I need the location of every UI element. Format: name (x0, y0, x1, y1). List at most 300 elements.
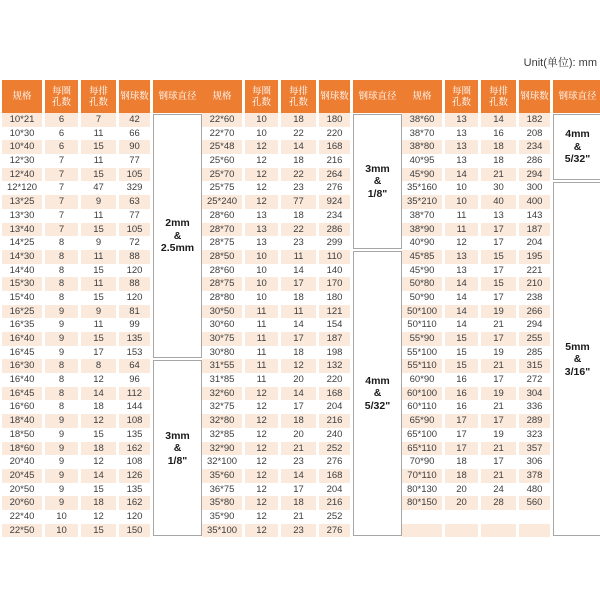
value-cell: 204 (526, 237, 543, 249)
value-cell: 17 (493, 456, 504, 468)
value-cell: 110 (319, 250, 350, 264)
value-cell: 13 (456, 264, 467, 276)
value-cell: 17 (493, 237, 504, 249)
diameter-cell-line: 3mm (165, 429, 190, 442)
value-cell: 7 (58, 209, 65, 221)
spec-cell: 45*90 (402, 168, 442, 182)
value-cell: 99 (129, 319, 140, 331)
spec-cell: 12*30 (9, 155, 35, 167)
value-cell: 14 (456, 319, 467, 331)
value-cell: 108 (126, 456, 143, 468)
value-cell: 11 (93, 155, 104, 167)
value-cell: 11 (93, 319, 104, 331)
spec-cell: 10*30 (9, 127, 35, 139)
value-cell: 11 (245, 359, 278, 373)
spec-cell: 40*95 (409, 155, 435, 167)
value-cell: 7 (45, 168, 78, 182)
diameter-cell-line: 2.5mm (160, 242, 195, 255)
spec-table (2, 80, 600, 537)
diameter-cell-line: 3mm (365, 162, 390, 175)
spec-cell: 28*80 (209, 291, 235, 303)
value-cell: 20 (293, 374, 304, 386)
value-cell: 289 (519, 414, 550, 428)
value-cell: 10 (245, 250, 278, 264)
spec-cell (402, 524, 442, 538)
diameter-cell (553, 182, 600, 536)
header-cell: 每圈 孔数 (245, 80, 278, 113)
value-cell: 15 (481, 250, 516, 264)
value-cell: 204 (326, 483, 343, 495)
diameter-cell (153, 114, 202, 358)
spec-cell: 16*40 (2, 332, 42, 346)
spec-cell: 35*60 (202, 469, 242, 483)
value-cell: 11 (256, 319, 267, 331)
value-cell: 72 (129, 237, 140, 249)
value-cell: 15 (93, 264, 104, 276)
value-cell: 90 (119, 140, 150, 154)
value-cell: 47 (93, 182, 104, 194)
value-cell: 286 (319, 223, 350, 237)
value-cell: 9 (45, 414, 78, 428)
value-cell: 21 (481, 469, 516, 483)
spec-cell: 28*60 (209, 264, 235, 276)
value-cell: 12 (93, 456, 104, 468)
value-cell: 210 (519, 277, 550, 291)
value-cell: 18 (281, 113, 316, 127)
value-cell: 10 (445, 195, 478, 209)
value-cell: 18 (456, 456, 467, 468)
value-cell: 11 (245, 305, 278, 319)
value-cell: 12 (256, 401, 267, 413)
spec-cell: 18*50 (9, 428, 35, 440)
value-cell: 17 (481, 332, 516, 346)
value-cell: 88 (119, 250, 150, 264)
value-cell: 42 (119, 113, 150, 127)
value-cell: 220 (326, 374, 343, 386)
value-cell: 21 (293, 510, 304, 522)
value-cell: 10 (256, 127, 267, 139)
value-cell: 180 (319, 113, 350, 127)
value-cell: 14 (445, 168, 478, 182)
value-cell: 14 (293, 264, 304, 276)
spec-cell: 30*80 (209, 346, 235, 358)
value-cell: 15 (481, 277, 516, 291)
spec-cell: 22*70 (209, 127, 235, 139)
spec-cell: 40*90 (409, 237, 435, 249)
value-cell: 112 (119, 387, 150, 401)
value-cell: 22 (281, 223, 316, 237)
spec-cell: 35*80 (202, 496, 242, 510)
value-cell: 13 (256, 209, 267, 221)
value-cell: 18 (281, 496, 316, 510)
diameter-cell-line: & (573, 140, 582, 153)
value-cell: 11 (245, 332, 278, 346)
spec-cell: 60*110 (407, 401, 437, 413)
diameter-cell-line: 3/16" (564, 365, 591, 378)
value-cell: 9 (81, 195, 116, 209)
value-cell: 266 (519, 305, 550, 319)
value-cell: 12 (245, 168, 278, 182)
diameter-cell (353, 251, 402, 536)
spec-cell: 28*75 (202, 277, 242, 291)
value-cell: 11 (93, 209, 104, 221)
spec-cell: 30*50 (202, 305, 242, 319)
value-cell: 216 (326, 155, 343, 167)
spec-cell: 60*100 (402, 387, 442, 401)
value-cell: 306 (526, 456, 543, 468)
value-cell: 135 (126, 483, 143, 495)
value-cell: 12 (93, 510, 104, 522)
value-cell: 294 (519, 168, 550, 182)
spec-cell: 14*40 (9, 264, 35, 276)
value-cell: 132 (319, 359, 350, 373)
spec-table-panel-1 (2, 80, 202, 537)
value-cell: 168 (319, 469, 350, 483)
header-cell: 钢球直径 (153, 80, 202, 113)
value-cell: 12 (245, 442, 278, 456)
value-cell: 357 (519, 442, 550, 456)
value-cell: 12 (256, 155, 267, 167)
value-cell: 11 (81, 250, 116, 264)
value-cell: 23 (293, 182, 304, 194)
value-cell: 276 (326, 456, 343, 468)
spec-cell: 30*75 (202, 332, 242, 346)
spec-cell: 32*60 (202, 387, 242, 401)
value-cell: 14 (445, 277, 478, 291)
diameter-cell (553, 114, 600, 180)
value-cell: 18 (81, 496, 116, 510)
spec-cell: 14*25 (9, 237, 35, 249)
diameter-cell-line: & (373, 387, 382, 400)
spec-cell: 38*70 (409, 127, 435, 139)
value-cell: 12 (245, 387, 278, 401)
spec-cell: 32*100 (206, 456, 238, 468)
spec-cell: 28*70 (202, 223, 242, 237)
value-cell: 12 (256, 182, 267, 194)
value-cell (519, 510, 550, 524)
value-cell: 480 (526, 483, 543, 495)
value-cell: 6 (45, 113, 78, 127)
value-cell: 14 (293, 319, 304, 331)
spec-cell: 16*45 (9, 346, 35, 358)
value-cell: 12 (456, 237, 467, 249)
header-cell: 钢球直径 (553, 80, 600, 113)
value-cell: 18 (493, 155, 504, 167)
value-cell: 10 (45, 524, 78, 538)
spec-cell: 16*30 (2, 359, 42, 373)
value-cell: 11 (93, 127, 104, 139)
value-cell: 9 (58, 428, 65, 440)
value-cell: 143 (526, 209, 543, 221)
spec-cell: 38*60 (402, 113, 442, 127)
value-cell: 12 (93, 374, 104, 386)
value-cell: 16 (456, 401, 467, 413)
value-cell: 13 (245, 223, 278, 237)
value-cell: 11 (256, 346, 267, 358)
spec-cell: 16*25 (2, 305, 42, 319)
value-cell: 12 (81, 414, 116, 428)
value-cell: 105 (119, 223, 150, 237)
diameter-cell-line: 5/32" (364, 399, 391, 412)
spec-cell: 25*48 (202, 140, 242, 154)
value-cell: 13 (456, 155, 467, 167)
value-cell: 6 (45, 140, 78, 154)
spec-cell: 32*85 (209, 428, 235, 440)
value-cell: 204 (326, 401, 343, 413)
value-cell: 11 (281, 250, 316, 264)
value-cell: 17 (293, 483, 304, 495)
value-cell: 7 (58, 182, 65, 194)
value-cell: 8 (58, 237, 65, 249)
value-cell: 276 (319, 524, 350, 538)
value-cell: 8 (45, 277, 78, 291)
spec-cell: 28*60 (209, 209, 235, 221)
value-cell: 13 (445, 113, 478, 127)
value-cell: 11 (81, 277, 116, 291)
value-cell: 560 (519, 496, 550, 510)
value-cell: 7 (58, 155, 65, 167)
value-cell (481, 524, 516, 538)
value-cell: 17 (493, 374, 504, 386)
spec-cell: 22*40 (9, 510, 35, 522)
value-cell: 21 (481, 359, 516, 373)
value-cell: 13 (445, 250, 478, 264)
value-cell: 120 (126, 264, 143, 276)
value-cell: 15 (81, 332, 116, 346)
value-cell: 272 (526, 374, 543, 386)
value-cell: 168 (319, 140, 350, 154)
diameter-cell-line: & (173, 442, 182, 455)
value-cell: 121 (319, 305, 350, 319)
value-cell: 15 (93, 291, 104, 303)
spec-table-panel-3 (402, 80, 600, 537)
spec-cell: 31*85 (209, 374, 235, 386)
value-cell: 66 (129, 127, 140, 139)
spec-cell: 65*90 (402, 414, 442, 428)
spec-cell: 60*90 (409, 374, 435, 386)
value-cell: 9 (95, 237, 102, 249)
value-cell: 17 (281, 277, 316, 291)
spec-cell: 28*50 (202, 250, 242, 264)
spec-cell: 45*90 (409, 264, 435, 276)
value-cell: 170 (319, 277, 350, 291)
value-cell: 14 (456, 291, 467, 303)
spec-cell: 22*60 (202, 113, 242, 127)
value-cell: 12 (245, 140, 278, 154)
spec-cell (402, 510, 442, 524)
spec-cell: 16*35 (9, 319, 35, 331)
value-cell: 17 (493, 291, 504, 303)
value-cell: 276 (326, 182, 343, 194)
header-cell: 每圈 孔数 (45, 80, 78, 113)
spec-cell: 16*60 (9, 401, 35, 413)
header-cell: 每圈 孔数 (445, 80, 478, 113)
spec-cell: 65*100 (406, 428, 438, 440)
value-cell: 77 (129, 209, 140, 221)
value-cell: 17 (281, 332, 316, 346)
spec-cell: 13*25 (2, 195, 42, 209)
value-cell: 23 (281, 524, 316, 538)
value-cell: 234 (326, 209, 343, 221)
value-cell (445, 524, 478, 538)
value-cell: 238 (526, 291, 543, 303)
value-cell: 9 (58, 319, 65, 331)
header-cell: 规格 (402, 80, 442, 113)
value-cell: 187 (319, 332, 350, 346)
value-cell: 150 (119, 524, 150, 538)
value-cell: 64 (119, 359, 150, 373)
value-cell: 304 (519, 387, 550, 401)
spec-cell: 70*90 (409, 456, 435, 468)
value-cell: 18 (293, 291, 304, 303)
value-cell: 14 (481, 113, 516, 127)
spec-cell: 80*150 (402, 496, 442, 510)
value-cell: 300 (526, 182, 543, 194)
value-cell: 16 (456, 374, 467, 386)
value-cell: 378 (519, 469, 550, 483)
value-cell: 7 (45, 223, 78, 237)
spec-cell: 25*60 (209, 155, 235, 167)
value-cell: 22 (281, 168, 316, 182)
spec-cell: 50*80 (402, 277, 442, 291)
unit-label: Unit(单位): mm (523, 57, 597, 69)
value-cell: 17 (493, 264, 504, 276)
spec-cell: 15*40 (9, 291, 35, 303)
value-cell: 8 (45, 250, 78, 264)
value-cell: 182 (519, 113, 550, 127)
spec-cell: 80*130 (406, 483, 438, 495)
value-cell: 20 (445, 496, 478, 510)
value-cell: 10 (245, 277, 278, 291)
value-cell: 19 (481, 305, 516, 319)
value-cell: 17 (481, 414, 516, 428)
value-cell: 195 (519, 250, 550, 264)
value-cell: 216 (319, 496, 350, 510)
value-cell: 8 (58, 291, 65, 303)
value-cell: 13 (256, 237, 267, 249)
spec-cell: 50*90 (409, 291, 435, 303)
value-cell: 21 (481, 168, 516, 182)
value-cell: 14 (81, 469, 116, 483)
value-cell: 28 (481, 496, 516, 510)
diameter-cell-line: 1/8" (367, 187, 388, 200)
value-cell: 135 (126, 428, 143, 440)
value-cell: 8 (45, 387, 78, 401)
value-cell: 336 (526, 401, 543, 413)
value-cell: 30 (493, 182, 504, 194)
value-cell: 153 (126, 346, 143, 358)
spec-cell: 16*40 (9, 374, 35, 386)
value-cell: 23 (293, 456, 304, 468)
spec-cell: 22*50 (2, 524, 42, 538)
spec-cell: 20*45 (2, 469, 42, 483)
spec-cell: 35*90 (209, 510, 235, 522)
spec-cell: 50*110 (407, 319, 437, 331)
value-cell: 144 (126, 401, 143, 413)
spec-cell: 18*60 (2, 442, 42, 456)
value-cell: 15 (81, 168, 116, 182)
value-cell: 11 (256, 374, 267, 386)
spec-table-panel-2 (202, 80, 402, 537)
value-cell: 14 (445, 305, 478, 319)
value-cell: 162 (119, 442, 150, 456)
value-cell: 17 (481, 223, 516, 237)
value-cell: 221 (526, 264, 543, 276)
spec-cell: 28*75 (209, 237, 235, 249)
value-cell: 22 (293, 127, 304, 139)
spec-cell: 38*70 (409, 209, 435, 221)
header-cell: 每排 孔数 (481, 80, 516, 113)
value-cell: 198 (326, 346, 343, 358)
spec-cell: 32*90 (202, 442, 242, 456)
value-cell: 14 (281, 469, 316, 483)
value-cell: 77 (129, 155, 140, 167)
value-cell: 9 (58, 346, 65, 358)
value-cell: 10 (56, 510, 67, 522)
value-cell: 21 (493, 319, 504, 331)
value-cell: 17 (445, 414, 478, 428)
value-cell: 105 (119, 168, 150, 182)
value-cell: 120 (126, 510, 143, 522)
diameter-cell-line: 2mm (165, 217, 190, 230)
value-cell: 208 (526, 127, 543, 139)
value-cell: 10 (456, 182, 467, 194)
value-cell: 8 (58, 264, 65, 276)
spec-cell: 20*40 (9, 456, 35, 468)
diameter-cell-line: 4mm (365, 374, 390, 387)
value-cell: 12 (245, 195, 278, 209)
value-cell: 15 (93, 483, 104, 495)
value-cell: 255 (519, 332, 550, 346)
spec-cell: 20*50 (9, 483, 35, 495)
spec-cell: 38*90 (402, 223, 442, 237)
spec-cell: 38*80 (402, 140, 442, 154)
diameter-cell (153, 360, 202, 536)
spec-cell: 70*110 (402, 469, 442, 483)
header-cell: 规格 (202, 80, 242, 113)
value-cell: 126 (119, 469, 150, 483)
spec-cell: 35*210 (402, 195, 442, 209)
value-cell: 8 (81, 359, 116, 373)
value-cell: 63 (119, 195, 150, 209)
value-cell: 9 (45, 305, 78, 319)
spec-cell: 15*30 (2, 277, 42, 291)
spec-cell: 10*21 (2, 113, 42, 127)
value-cell: 18 (481, 140, 516, 154)
diameter-cell-line: & (573, 353, 582, 366)
value-cell: 9 (45, 469, 78, 483)
value-cell: 11 (445, 223, 478, 237)
header-cell: 钢球直径 (353, 80, 402, 113)
value-cell: 924 (319, 195, 350, 209)
value-cell: 220 (326, 127, 343, 139)
value-cell: 6 (58, 127, 65, 139)
value-cell: 240 (326, 428, 343, 440)
spec-cell: 12*120 (6, 182, 38, 194)
value-cell: 21 (493, 401, 504, 413)
value-cell: 14 (81, 387, 116, 401)
value-cell: 187 (519, 223, 550, 237)
value-cell: 96 (129, 374, 140, 386)
value-cell: 17 (445, 442, 478, 456)
spec-cell: 45*85 (402, 250, 442, 264)
value-cell: 14 (281, 387, 316, 401)
value-cell: 10 (256, 264, 267, 276)
value-cell: 17 (93, 346, 104, 358)
value-cell: 21 (281, 442, 316, 456)
spec-cell: 55*110 (402, 359, 442, 373)
header-cell: 规格 (2, 80, 42, 113)
